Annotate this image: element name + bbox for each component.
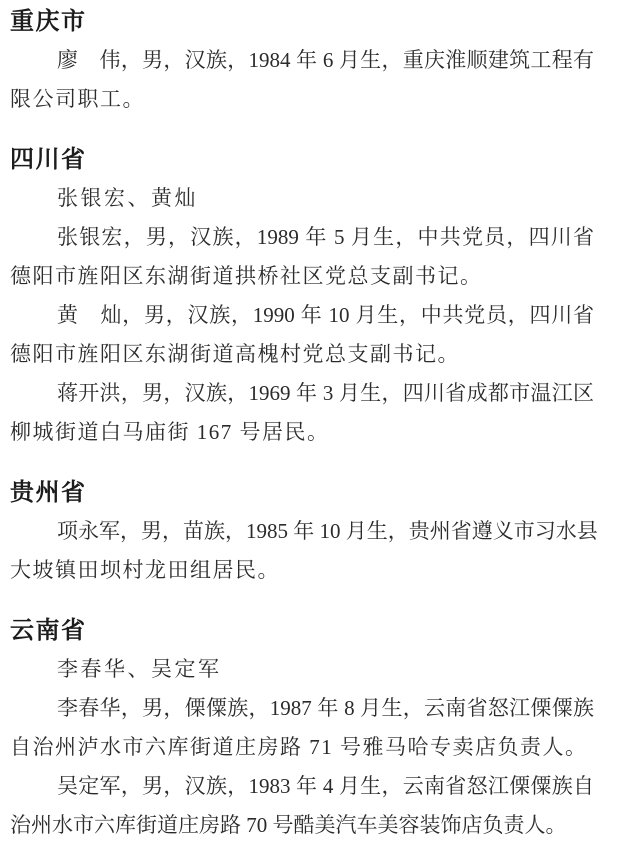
paragraph-line: 限公司职工。 [10,87,145,111]
paragraph-line: 张银宏、黄灿 [57,186,198,210]
paragraph-line: 德阳市旌阳区东湖街道高槐村党总支副书记。 [10,342,460,366]
paragraph-line: 柳城街道白马庙街 167 号居民。 [10,420,330,444]
name-list [10,179,594,218]
paragraph-line: 项永军，男，苗族，1985 年 10 月生，贵州省遵义市习水县 [57,519,598,543]
section-guizhou [10,473,598,590]
paragraph-line: 治州水市六库街道庄房路 70 号酷美汽车美容装饰店负责人。 [10,813,567,837]
person-entry [10,512,598,590]
person-entry [10,689,594,767]
paragraph-line: 吴定军，男，汉族，1983 年 4 月生，云南省怒江傈僳族自 [57,774,594,798]
person-entry [10,374,594,452]
person-entry [10,767,594,845]
section-sichuan [10,140,594,452]
section-yunnan [10,611,594,845]
paragraph-line: 大坡镇田坝村龙田组居民。 [10,558,280,582]
paragraph-line: 德阳市旌阳区东湖街道拱桥社区党总支副书记。 [10,264,483,288]
paragraph-line: 张银宏，男，汉族，1989 年 5 月生，中共党员，四川省 [57,225,594,249]
section-heading-guizhou: 贵州省 [10,479,87,506]
paragraph-line: 黄 灿，男，汉族，1990 年 10 月生，中共党员，四川省 [57,303,594,327]
paragraph-line: 李春华、吴定军 [57,657,222,681]
name-list [10,650,594,689]
person-entry [10,41,594,119]
paragraph-line: 蒋开洪，男，汉族，1969 年 3 月生，四川省成都市温江区 [57,381,594,405]
section-heading-sichuan: 四川省 [10,146,87,173]
section-heading-yunnan: 云南省 [10,617,87,644]
section-chongqing [10,2,594,119]
section-heading-chongqing: 重庆市 [10,8,87,35]
person-entry [10,218,594,296]
paragraph-line: 自治州泸水市六库街道庄房路 71 号雅马哈专卖店负责人。 [10,735,588,759]
paragraph-line: 李春华，男，傈僳族，1987 年 8 月生，云南省怒江傈僳族 [57,696,594,720]
paragraph-line: 廖 伟，男，汉族，1984 年 6 月生，重庆淮顺建筑工程有 [57,48,594,72]
person-entry [10,296,594,374]
